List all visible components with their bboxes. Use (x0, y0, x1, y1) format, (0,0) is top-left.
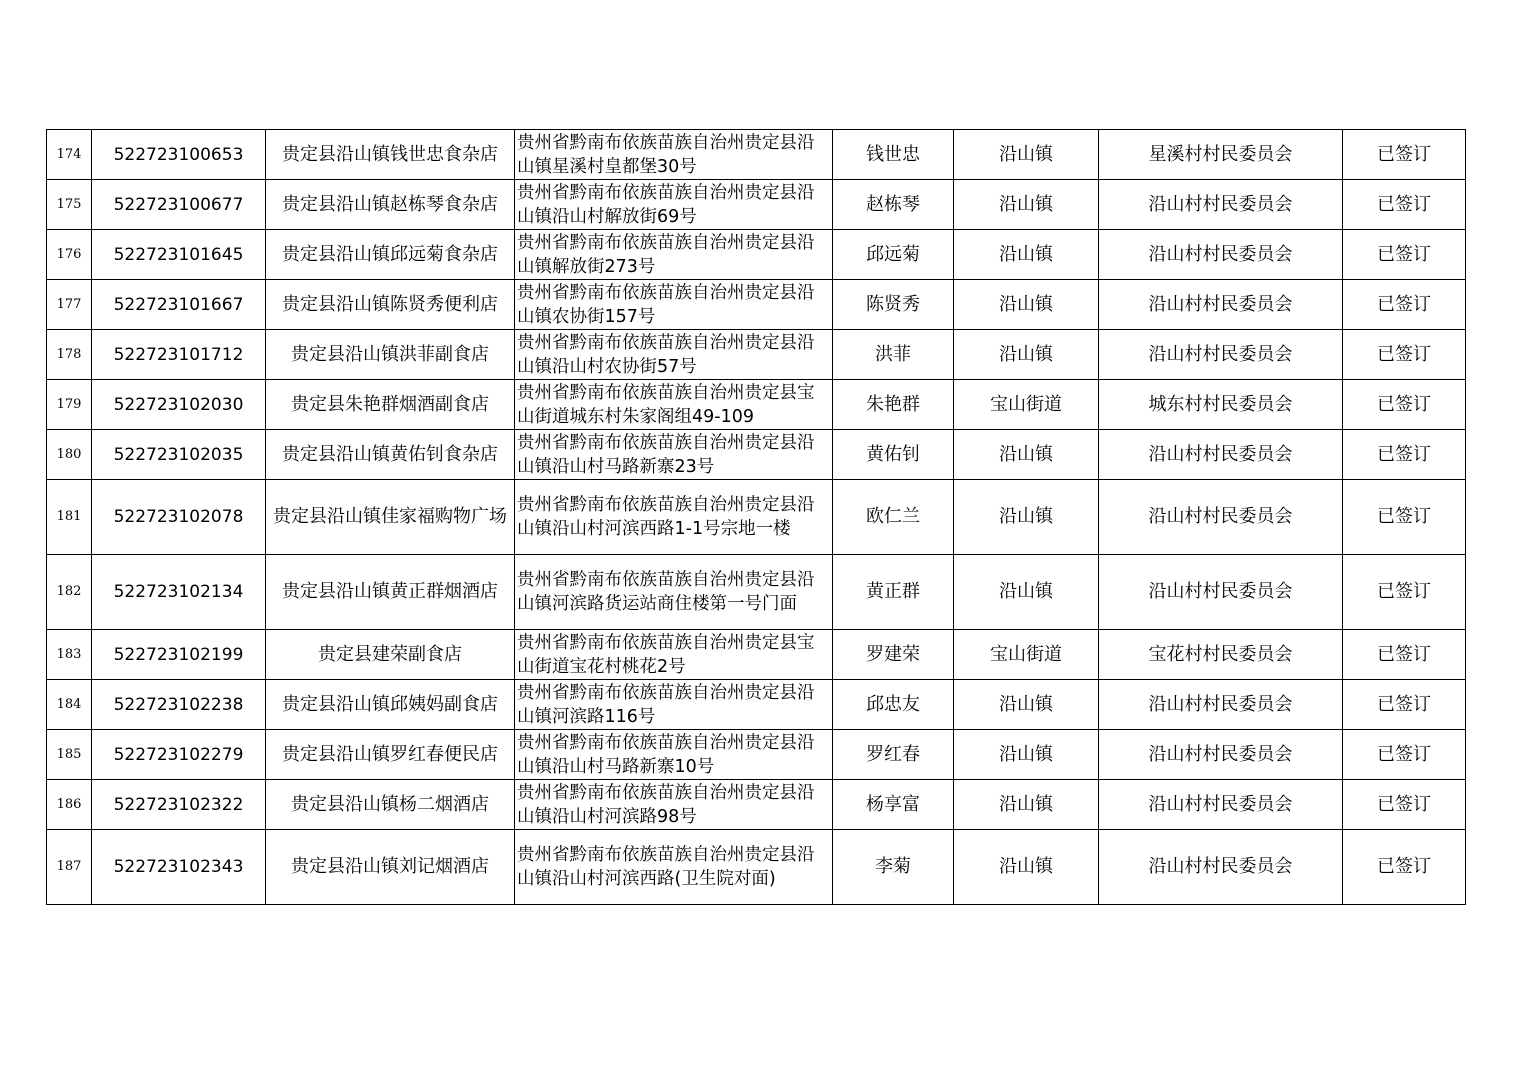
table-row (47, 230, 1466, 280)
town-name-cell: 沿山镇 (954, 680, 1099, 730)
sign-status-cell: 已签订 (1343, 430, 1466, 480)
shop-address-cell: 贵州省黔南布依族苗族自治州贵定县沿山镇河滨路货运站商住楼第一号门面 (515, 555, 833, 630)
retailer-table (46, 129, 1466, 905)
town-name-cell: 宝山街道 (954, 380, 1099, 430)
town-name-cell: 沿山镇 (954, 230, 1099, 280)
license-number-cell: 522723102322 (92, 780, 266, 830)
town-name-cell: 沿山镇 (954, 330, 1099, 380)
sign-status-cell: 已签订 (1343, 480, 1466, 555)
license-number-cell: 522723101645 (92, 230, 266, 280)
village-committee-cell: 沿山村村民委员会 (1099, 230, 1343, 280)
shop-address-cell: 贵州省黔南布依族苗族自治州贵定县沿山镇沿山村河滨路98号 (515, 780, 833, 830)
sign-status-cell: 已签订 (1343, 330, 1466, 380)
shop-name-cell: 贵定县沿山镇钱世忠食杂店 (266, 130, 515, 180)
row-number-cell: 175 (47, 180, 92, 230)
license-number-cell: 522723102279 (92, 730, 266, 780)
town-name-cell: 沿山镇 (954, 280, 1099, 330)
village-committee-cell: 星溪村村民委员会 (1099, 130, 1343, 180)
village-committee-cell: 沿山村村民委员会 (1099, 280, 1343, 330)
sign-status-cell: 已签订 (1343, 830, 1466, 905)
shop-name-cell: 贵定县建荣副食店 (266, 630, 515, 680)
table-row (47, 330, 1466, 380)
town-name-cell: 沿山镇 (954, 180, 1099, 230)
license-number-cell: 522723101712 (92, 330, 266, 380)
owner-name-cell: 李菊 (833, 830, 954, 905)
table-row (47, 680, 1466, 730)
license-number-cell: 522723101667 (92, 280, 266, 330)
shop-name-cell: 贵定县沿山镇洪菲副食店 (266, 330, 515, 380)
owner-name-cell: 陈贤秀 (833, 280, 954, 330)
shop-name-cell: 贵定县沿山镇刘记烟酒店 (266, 830, 515, 905)
row-number-cell: 185 (47, 730, 92, 780)
row-number-cell: 180 (47, 430, 92, 480)
owner-name-cell: 罗红春 (833, 730, 954, 780)
shop-name-cell: 贵定县沿山镇邱远菊食杂店 (266, 230, 515, 280)
shop-address-cell: 贵州省黔南布依族苗族自治州贵定县宝山街道宝花村桃花2号 (515, 630, 833, 680)
sign-status-cell: 已签订 (1343, 280, 1466, 330)
shop-address-cell: 贵州省黔南布依族苗族自治州贵定县沿山镇河滨路116号 (515, 680, 833, 730)
license-number-cell: 522723102134 (92, 555, 266, 630)
sign-status-cell: 已签订 (1343, 555, 1466, 630)
shop-name-cell: 贵定县沿山镇赵栋琴食杂店 (266, 180, 515, 230)
town-name-cell: 宝山街道 (954, 630, 1099, 680)
sign-status-cell: 已签订 (1343, 680, 1466, 730)
license-number-cell: 522723100677 (92, 180, 266, 230)
shop-address-cell: 贵州省黔南布依族苗族自治州贵定县沿山镇沿山村农协街57号 (515, 330, 833, 380)
table-row (47, 730, 1466, 780)
table-row (47, 555, 1466, 630)
shop-name-cell: 贵定县沿山镇黄正群烟酒店 (266, 555, 515, 630)
table-row (47, 280, 1466, 330)
table-row (47, 830, 1466, 905)
license-number-cell: 522723102035 (92, 430, 266, 480)
shop-address-cell: 贵州省黔南布依族苗族自治州贵定县沿山镇沿山村马路新寨10号 (515, 730, 833, 780)
town-name-cell: 沿山镇 (954, 730, 1099, 780)
shop-name-cell: 贵定县沿山镇黄佑钊食杂店 (266, 430, 515, 480)
row-number-cell: 177 (47, 280, 92, 330)
owner-name-cell: 杨享富 (833, 780, 954, 830)
owner-name-cell: 邱远菊 (833, 230, 954, 280)
owner-name-cell: 朱艳群 (833, 380, 954, 430)
sign-status-cell: 已签订 (1343, 730, 1466, 780)
sign-status-cell: 已签订 (1343, 780, 1466, 830)
village-committee-cell: 城东村村民委员会 (1099, 380, 1343, 430)
owner-name-cell: 邱忠友 (833, 680, 954, 730)
village-committee-cell: 沿山村村民委员会 (1099, 680, 1343, 730)
shop-address-cell: 贵州省黔南布依族苗族自治州贵定县沿山镇解放街273号 (515, 230, 833, 280)
owner-name-cell: 赵栋琴 (833, 180, 954, 230)
row-number-cell: 178 (47, 330, 92, 380)
village-committee-cell: 沿山村村民委员会 (1099, 330, 1343, 380)
row-number-cell: 176 (47, 230, 92, 280)
owner-name-cell: 黄佑钊 (833, 430, 954, 480)
license-number-cell: 522723102030 (92, 380, 266, 430)
town-name-cell: 沿山镇 (954, 130, 1099, 180)
row-number-cell: 187 (47, 830, 92, 905)
shop-name-cell: 贵定县沿山镇邱姨妈副食店 (266, 680, 515, 730)
shop-address-cell: 贵州省黔南布依族苗族自治州贵定县沿山镇沿山村河滨西路1-1号宗地一楼 (515, 480, 833, 555)
table-row (47, 380, 1466, 430)
row-number-cell: 183 (47, 630, 92, 680)
shop-name-cell: 贵定县朱艳群烟酒副食店 (266, 380, 515, 430)
town-name-cell: 沿山镇 (954, 555, 1099, 630)
table-row (47, 180, 1466, 230)
license-number-cell: 522723102238 (92, 680, 266, 730)
sign-status-cell: 已签订 (1343, 180, 1466, 230)
owner-name-cell: 黄正群 (833, 555, 954, 630)
license-number-cell: 522723100653 (92, 130, 266, 180)
row-number-cell: 174 (47, 130, 92, 180)
shop-name-cell: 贵定县沿山镇罗红春便民店 (266, 730, 515, 780)
shop-address-cell: 贵州省黔南布依族苗族自治州贵定县沿山镇沿山村马路新寨23号 (515, 430, 833, 480)
village-committee-cell: 沿山村村民委员会 (1099, 430, 1343, 480)
shop-name-cell: 贵定县沿山镇佳家福购物广场 (266, 480, 515, 555)
table-row (47, 630, 1466, 680)
owner-name-cell: 钱世忠 (833, 130, 954, 180)
village-committee-cell: 沿山村村民委员会 (1099, 780, 1343, 830)
shop-name-cell: 贵定县沿山镇陈贤秀便利店 (266, 280, 515, 330)
shop-address-cell: 贵州省黔南布依族苗族自治州贵定县宝山街道城东村朱家阁组49-109 (515, 380, 833, 430)
row-number-cell: 182 (47, 555, 92, 630)
shop-address-cell: 贵州省黔南布依族苗族自治州贵定县沿山镇星溪村皇都堡30号 (515, 130, 833, 180)
town-name-cell: 沿山镇 (954, 830, 1099, 905)
table-row (47, 130, 1466, 180)
owner-name-cell: 罗建荣 (833, 630, 954, 680)
license-number-cell: 522723102343 (92, 830, 266, 905)
shop-address-cell: 贵州省黔南布依族苗族自治州贵定县沿山镇农协街157号 (515, 280, 833, 330)
village-committee-cell: 宝花村村民委员会 (1099, 630, 1343, 680)
table-row (47, 780, 1466, 830)
owner-name-cell: 欧仁兰 (833, 480, 954, 555)
sign-status-cell: 已签订 (1343, 630, 1466, 680)
shop-name-cell: 贵定县沿山镇杨二烟酒店 (266, 780, 515, 830)
shop-address-cell: 贵州省黔南布依族苗族自治州贵定县沿山镇沿山村河滨西路(卫生院对面) (515, 830, 833, 905)
table-row (47, 480, 1466, 555)
town-name-cell: 沿山镇 (954, 430, 1099, 480)
owner-name-cell: 洪菲 (833, 330, 954, 380)
village-committee-cell: 沿山村村民委员会 (1099, 555, 1343, 630)
town-name-cell: 沿山镇 (954, 480, 1099, 555)
sign-status-cell: 已签订 (1343, 380, 1466, 430)
license-number-cell: 522723102078 (92, 480, 266, 555)
table-body (47, 130, 1466, 905)
shop-address-cell: 贵州省黔南布依族苗族自治州贵定县沿山镇沿山村解放街69号 (515, 180, 833, 230)
row-number-cell: 181 (47, 480, 92, 555)
village-committee-cell: 沿山村村民委员会 (1099, 830, 1343, 905)
sign-status-cell: 已签订 (1343, 130, 1466, 180)
row-number-cell: 179 (47, 380, 92, 430)
village-committee-cell: 沿山村村民委员会 (1099, 480, 1343, 555)
table-row (47, 430, 1466, 480)
license-number-cell: 522723102199 (92, 630, 266, 680)
town-name-cell: 沿山镇 (954, 780, 1099, 830)
sign-status-cell: 已签订 (1343, 230, 1466, 280)
row-number-cell: 186 (47, 780, 92, 830)
village-committee-cell: 沿山村村民委员会 (1099, 180, 1343, 230)
village-committee-cell: 沿山村村民委员会 (1099, 730, 1343, 780)
row-number-cell: 184 (47, 680, 92, 730)
